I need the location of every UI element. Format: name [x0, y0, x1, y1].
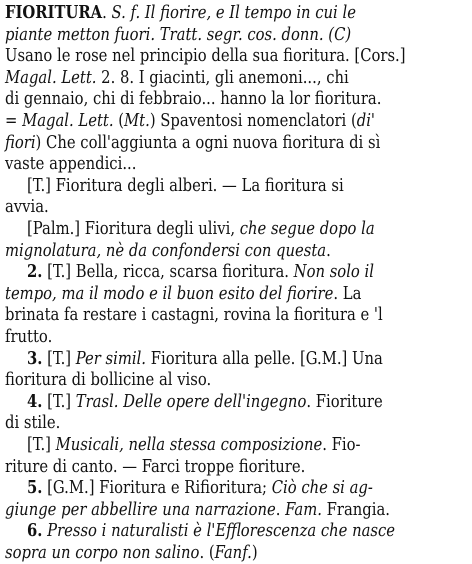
entry-line: [5, 326, 52, 348]
italic-run: piante metton fuori. Tratt. segr. cos. donn. (C): [5, 24, 352, 45]
entry-line: [5, 153, 136, 175]
text-run: . Fio-: [322, 435, 361, 455]
bold-run: 2.: [27, 261, 43, 283]
text-run: ): [251, 543, 258, 563]
entry-line: [5, 2, 356, 24]
text-run: . Fioriture: [306, 391, 383, 412]
text-run: [T.]: [27, 435, 56, 455]
text-run: .: [326, 240, 331, 261]
italic-run: Mt.: [124, 111, 150, 131]
italic-run: giunge per abbellire una narrazione: [5, 499, 276, 520]
text-run: ) Spaventosi nomenclatori (: [149, 111, 357, 131]
text-run: vaste appendici...: [5, 154, 137, 175]
text-run: (: [113, 111, 125, 131]
text-run: [T.]: [42, 391, 76, 412]
text-run: . La: [333, 283, 362, 304]
entry-line: [27, 520, 395, 542]
text-run: 2. 8. I giacinti, gli anemoni..., chi: [96, 67, 349, 88]
entry-line: [5, 45, 406, 67]
entry-line: [5, 499, 390, 521]
bold-run: 3.: [27, 347, 43, 369]
bold-run: 4.: [27, 390, 43, 412]
entry-line: [5, 132, 380, 154]
italic-run: mignolatura, nè da confondersi con questa: [5, 240, 327, 261]
text-run: [G.M.] Fioritura e Rifioritura;: [42, 478, 272, 499]
entry-line: [27, 348, 383, 370]
entry-line: [5, 304, 383, 326]
text-run: Fioritura alla pelle. [G.M.] Una: [146, 348, 383, 369]
entry-line: [5, 240, 331, 262]
bold-run: 5.: [27, 477, 43, 499]
italic-run: Fanf.: [214, 543, 252, 563]
entry-line: [5, 542, 258, 564]
text-run: . (: [199, 543, 215, 563]
text-run: Frangia.: [321, 499, 390, 520]
italic-run: Fam.: [285, 499, 322, 520]
italic-run: S. f. Il fiorire, e Il tempo in cui le: [111, 3, 356, 23]
entry-line: [5, 412, 60, 434]
entry-line: [5, 88, 381, 110]
entry-line: [27, 175, 344, 197]
text-run: di gennaio, chi di febbraio... hanno la lor fioritura.: [5, 89, 382, 110]
text-run: ) Che coll'aggiunta a ogni nuova fioritura di sì: [35, 132, 381, 153]
bold-run: 6.: [27, 520, 43, 542]
text-run: .: [102, 3, 112, 23]
text-run: [T.] Bella, ricca, scarsa fioritura.: [42, 262, 294, 283]
entry-line: [5, 24, 351, 46]
text-run: avvia.: [5, 197, 49, 218]
italic-run: di': [356, 111, 376, 131]
italic-run: Magal. Lett.: [22, 111, 114, 131]
text-run: [T.] Fioritura degli alberi. — La fioritura si: [27, 175, 344, 196]
entry-line: [27, 434, 360, 456]
italic-run: che segue dopo la: [239, 219, 375, 239]
text-run: di stile.: [5, 413, 61, 434]
text-run: =: [5, 111, 23, 131]
entry-line: [5, 283, 361, 305]
italic-run: fiori: [5, 132, 36, 153]
italic-run: Magal. Lett.: [5, 67, 97, 88]
text-run: riture di canto. — Farci troppe fioriture.: [5, 456, 306, 477]
italic-run: Musicali, nella stessa composizione: [55, 435, 323, 455]
text-run: .: [275, 499, 286, 520]
entry-line: [27, 218, 375, 240]
italic-run: tempo, ma il modo e il buon esito del fiorire: [5, 283, 334, 304]
entry-line: [27, 261, 374, 283]
entry-line: [5, 456, 305, 478]
entry-line: [27, 391, 383, 413]
text-run: fioritura di bollicine al viso.: [5, 370, 212, 391]
entry-line: [5, 67, 349, 89]
entry-line: [5, 196, 49, 218]
text-run: brinata fa restare i castagni, rovina la fioritura e 'l: [5, 305, 383, 326]
italic-run: Ciò che si ag-: [271, 478, 373, 499]
text-run: Usano le rose nel principio della sua fioritura. [Cors.]: [5, 46, 406, 67]
italic-run: sopra un corpo non salino: [5, 543, 200, 563]
italic-run: Non solo il: [293, 262, 374, 283]
text-run: [T.]: [42, 348, 76, 369]
entry-line: [27, 477, 373, 499]
italic-run: Trasl. Delle opere dell'ingegno: [75, 391, 307, 412]
bold-run: FIORITURA: [5, 2, 103, 23]
entry-line: [5, 110, 375, 132]
italic-run: Presso i naturalisti è l'Efflorescenza che nasce: [47, 521, 396, 542]
entry-line: [5, 369, 211, 391]
text-run: [Palm.] Fioritura degli ulivi,: [27, 219, 240, 239]
italic-run: Per simil.: [75, 348, 147, 369]
text-run: frutto.: [5, 327, 53, 347]
